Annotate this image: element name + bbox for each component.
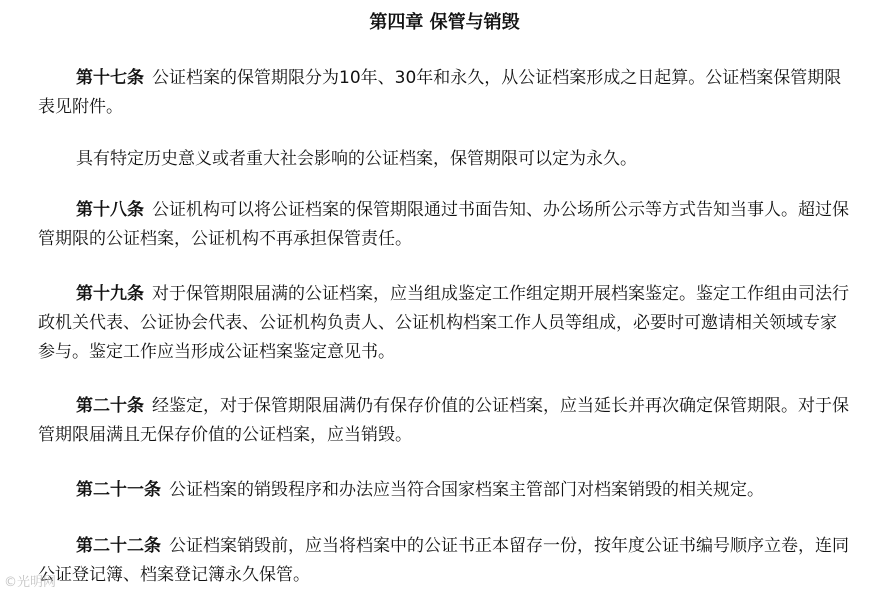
article-label: 第二十二条: [76, 536, 161, 556]
article-label: 第二十一条: [76, 480, 161, 500]
article-label: 第二十条: [76, 396, 144, 416]
article-label: 第十七条: [76, 68, 144, 88]
article-18: [38, 196, 850, 254]
article-text: 公证档案的销毁程序和办法应当符合国家档案主管部门对档案销毁的相关规定。: [169, 480, 764, 500]
article-text: 具有特定历史意义或者重大社会影响的公证档案，保管期限可以定为永久。: [76, 149, 637, 169]
watermark: ©光明网: [4, 575, 57, 590]
article-label: 第十九条: [76, 284, 144, 304]
article-19: [38, 280, 850, 367]
article-22: [38, 532, 850, 590]
article-label: 第十八条: [76, 200, 144, 220]
article-20: [38, 392, 850, 450]
article-text: 公证档案销毁前，应当将档案中的公证书正本留存一份，按年度公证书编号顺序立卷，连同公证登记簿、档案登记簿永久保管。: [38, 536, 849, 585]
article-21: [38, 476, 850, 505]
article-text: 公证机构可以将公证档案的保管期限通过书面告知、办公场所公示等方式告知当事人。超过保管期限的公证档案，公证机构不再承担保管责任。: [38, 200, 849, 249]
article-17-para-2: [38, 145, 850, 174]
article-text: 对于保管期限届满的公证档案，应当组成鉴定工作组定期开展档案鉴定。鉴定工作组由司法行政机关代表、公证协会代表、公证机构负责人、公证机构档案工作人员等组成，必要时可邀请相关领域专家参与。鉴定工作应当形成公证档案鉴定意见书。: [38, 284, 849, 362]
article-text: 经鉴定，对于保管期限届满仍有保存价值的公证档案，应当延长并再次确定保管期限。对于保管期限届满且无保存价值的公证档案，应当销毁。: [38, 396, 849, 445]
article-17: [38, 64, 850, 122]
article-text: 公证档案的保管期限分为10年、30年和永久，从公证档案形成之日起算。公证档案保管期限表见附件。: [38, 68, 842, 117]
chapter-title: 第四章 保管与销毁: [369, 12, 520, 33]
